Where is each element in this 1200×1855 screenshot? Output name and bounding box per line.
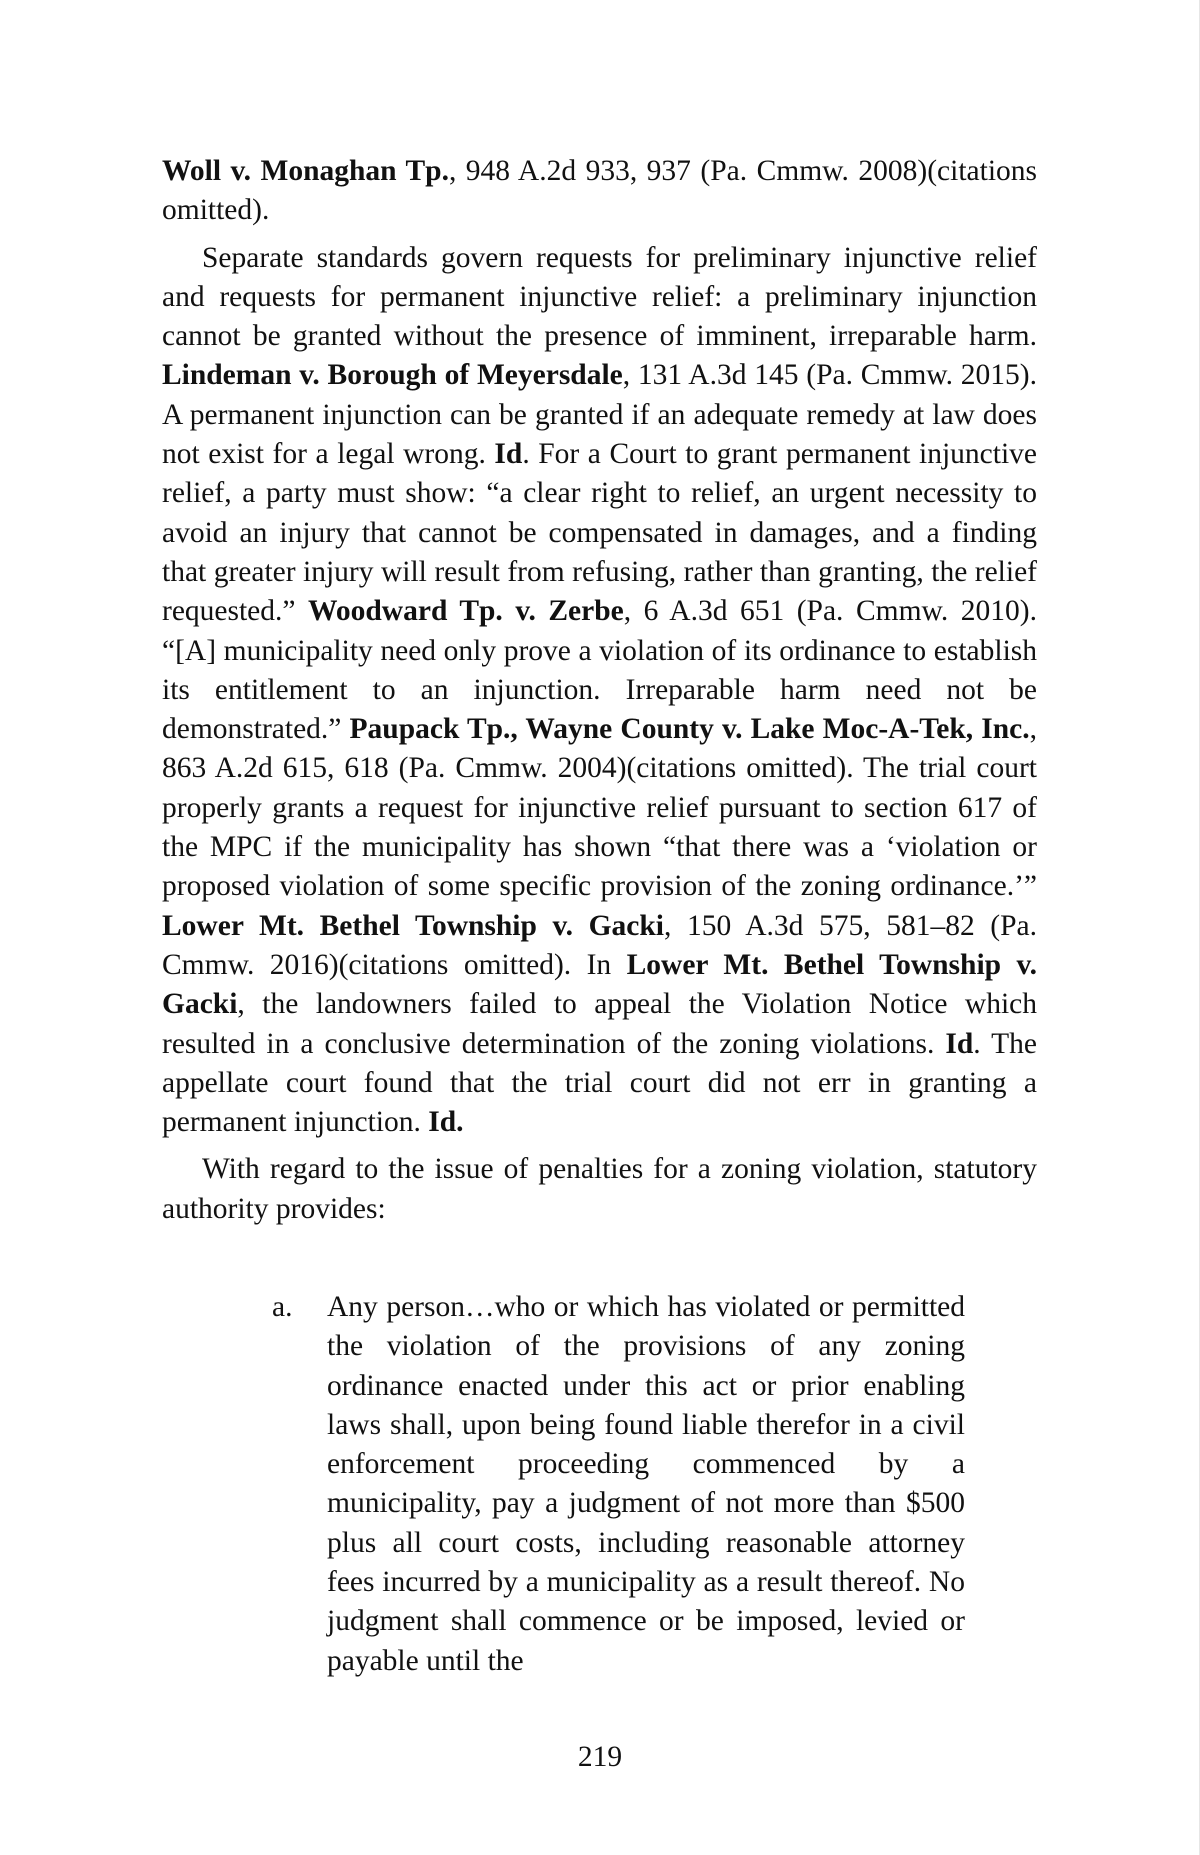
case-name: Id — [494, 438, 523, 471]
text-run: , 6 A.3d 651 (Pa. Cmmw. 2010). “[A] municipality need only prove a violation of its ordinance to establish its entitlement to an injunction. Irreparable harm need not be demonstrated.” — [162, 595, 1038, 746]
case-name: Paupack Tp., Wayne County v. Lake Moc-A-Tek, Inc. — [349, 713, 1030, 746]
quote-label: a. — [272, 1291, 293, 1323]
text-run: . The appellate court found that the trial court did not err in granting a permanent injunction. — [162, 1027, 1037, 1139]
text-run: , 150 A.3d 575, 581–82 (Pa. Cmmw. 2016)(citations omitted). In — [162, 909, 1038, 981]
text-run: , the landowners failed to appeal the Violation Notice which resulted in a conclusive determination of the zoning violations. — [162, 988, 1037, 1060]
case-name: Woodward Tp. v. Zerbe — [308, 595, 624, 628]
body-text — [162, 152, 1037, 1229]
case-name: Woll v. Monaghan Tp. — [162, 155, 449, 187]
case-name: Id — [945, 1027, 974, 1060]
text-run: , 863 A.2d 615, 618 (Pa. Cmmw. 2004)(citations omitted). The trial court properly grants a request for injunctive relief pursuant to section 617 of the MPC if the municipality has shown “that there was a ‘violation or proposed violation of some specific provision of the zoning ordinance.’” — [162, 713, 1037, 903]
text-run: Separate standards govern requests for preliminary injunctive relief and requests for permanent injunctive relief: a preliminary injunction cannot be granted without the presence of imminent, irreparable harm. — [162, 241, 1037, 353]
paragraph-citation — [162, 152, 1037, 231]
paragraph-injunctive-relief — [162, 239, 1037, 1143]
case-name: Lower Mt. Bethel Township v. Gacki — [162, 948, 1037, 1021]
page-number: 219 — [577, 1741, 623, 1773]
paragraph-penalties: With regard to the issue of penalties for a zoning violation, statutory authority provides: — [162, 1153, 1037, 1225]
text-run: , 131 A.3d 145 (Pa. Cmmw. 2015). A permanent injunction can be granted if an adequate remedy at law does not exist for a legal wrong. — [162, 359, 1037, 471]
case-name: Lower Mt. Bethel Township v. Gacki — [162, 909, 664, 942]
case-name: Lindeman v. Borough of Meyersdale — [162, 359, 623, 392]
quote-text: Any person…who or which has violated or permitted the violation of the provisions of any zoning ordinance enacted under this act or prior enabling laws shall, upon being found liable therefor in a civil enforcement proceeding commenced by a municipality, pay a judgment of not more than $500 plus all court costs, including reasonable attorney fees incurred by a municipality as a result thereof. No judgment shall commence or be imposed, levied or payable until the — [327, 1291, 965, 1677]
statute-quote — [272, 1288, 965, 1681]
text-run: . For a Court to grant permanent injunctive relief, a party must show: “a clear right to relief, an urgent necessity to avoid an injury that cannot be compensated in damages, and a finding that greater injury will result from refusing, rather than granting, the relief requested.” — [162, 438, 1037, 628]
case-name: Id. — [428, 1106, 464, 1139]
citation-text: , 948 A.2d 933, 937 (Pa. Cmmw. 2008)(citations omitted). — [162, 155, 1038, 227]
